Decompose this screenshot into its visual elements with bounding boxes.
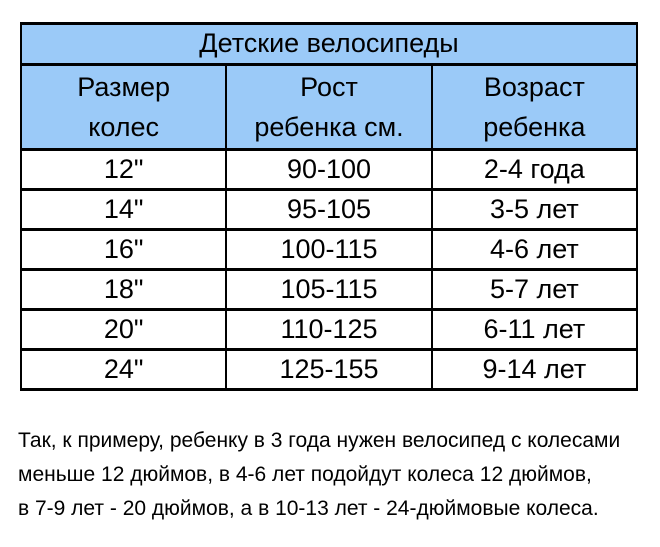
column-header-child-age-line1: Возраст bbox=[483, 72, 585, 102]
column-header-wheel-size bbox=[21, 65, 226, 150]
cell-child-age: 6-11 лет bbox=[432, 310, 637, 350]
cell-child-age: 5-7 лет bbox=[432, 270, 637, 310]
table-title-row bbox=[21, 24, 637, 65]
table-row bbox=[21, 230, 637, 270]
cell-child-height: 90-100 bbox=[226, 150, 431, 190]
cell-child-age: 9-14 лет bbox=[432, 350, 637, 390]
explanatory-note bbox=[18, 424, 648, 526]
cell-child-height: 110-125 bbox=[226, 310, 431, 350]
column-header-child-height-line1: Рост bbox=[300, 72, 358, 102]
note-line: в 7-9 лет - 20 дюймов, а в 10-13 лет - 24-дюймовые колеса. bbox=[18, 497, 599, 520]
column-header-wheel-size-line1: Размер bbox=[77, 72, 171, 102]
kids-bikes-size-table bbox=[20, 22, 638, 391]
table-row bbox=[21, 150, 637, 190]
cell-wheel-size: 16" bbox=[21, 230, 226, 270]
cell-child-age: 2-4 года bbox=[432, 150, 637, 190]
cell-child-height: 95-105 bbox=[226, 190, 431, 230]
table-row bbox=[21, 350, 637, 390]
note-line: меньше 12 дюймов, в 4-6 лет подойдут колеса 12 дюймов, bbox=[18, 463, 592, 486]
note-line: Так, к примеру, ребенку в 3 года нужен велосипед с колесами bbox=[18, 429, 621, 452]
cell-wheel-size: 12" bbox=[21, 150, 226, 190]
cell-child-age: 3-5 лет bbox=[432, 190, 637, 230]
column-header-child-age bbox=[432, 65, 637, 150]
table-row bbox=[21, 270, 637, 310]
cell-child-height: 100-115 bbox=[226, 230, 431, 270]
cell-child-height: 105-115 bbox=[226, 270, 431, 310]
table-title: Детские велосипеды bbox=[21, 24, 637, 65]
table-row bbox=[21, 310, 637, 350]
cell-wheel-size: 18" bbox=[21, 270, 226, 310]
table-header-row bbox=[21, 65, 637, 150]
cell-wheel-size: 20" bbox=[21, 310, 226, 350]
cell-wheel-size: 14" bbox=[21, 190, 226, 230]
column-header-child-age-line2: ребенка bbox=[483, 112, 586, 142]
column-header-child-height-line2: ребенка см. bbox=[254, 112, 404, 142]
cell-child-height: 125-155 bbox=[226, 350, 431, 390]
column-header-wheel-size-line2: колес bbox=[88, 112, 160, 142]
column-header-child-height bbox=[226, 65, 431, 150]
cell-child-age: 4-6 лет bbox=[432, 230, 637, 270]
table-row bbox=[21, 190, 637, 230]
cell-wheel-size: 24" bbox=[21, 350, 226, 390]
